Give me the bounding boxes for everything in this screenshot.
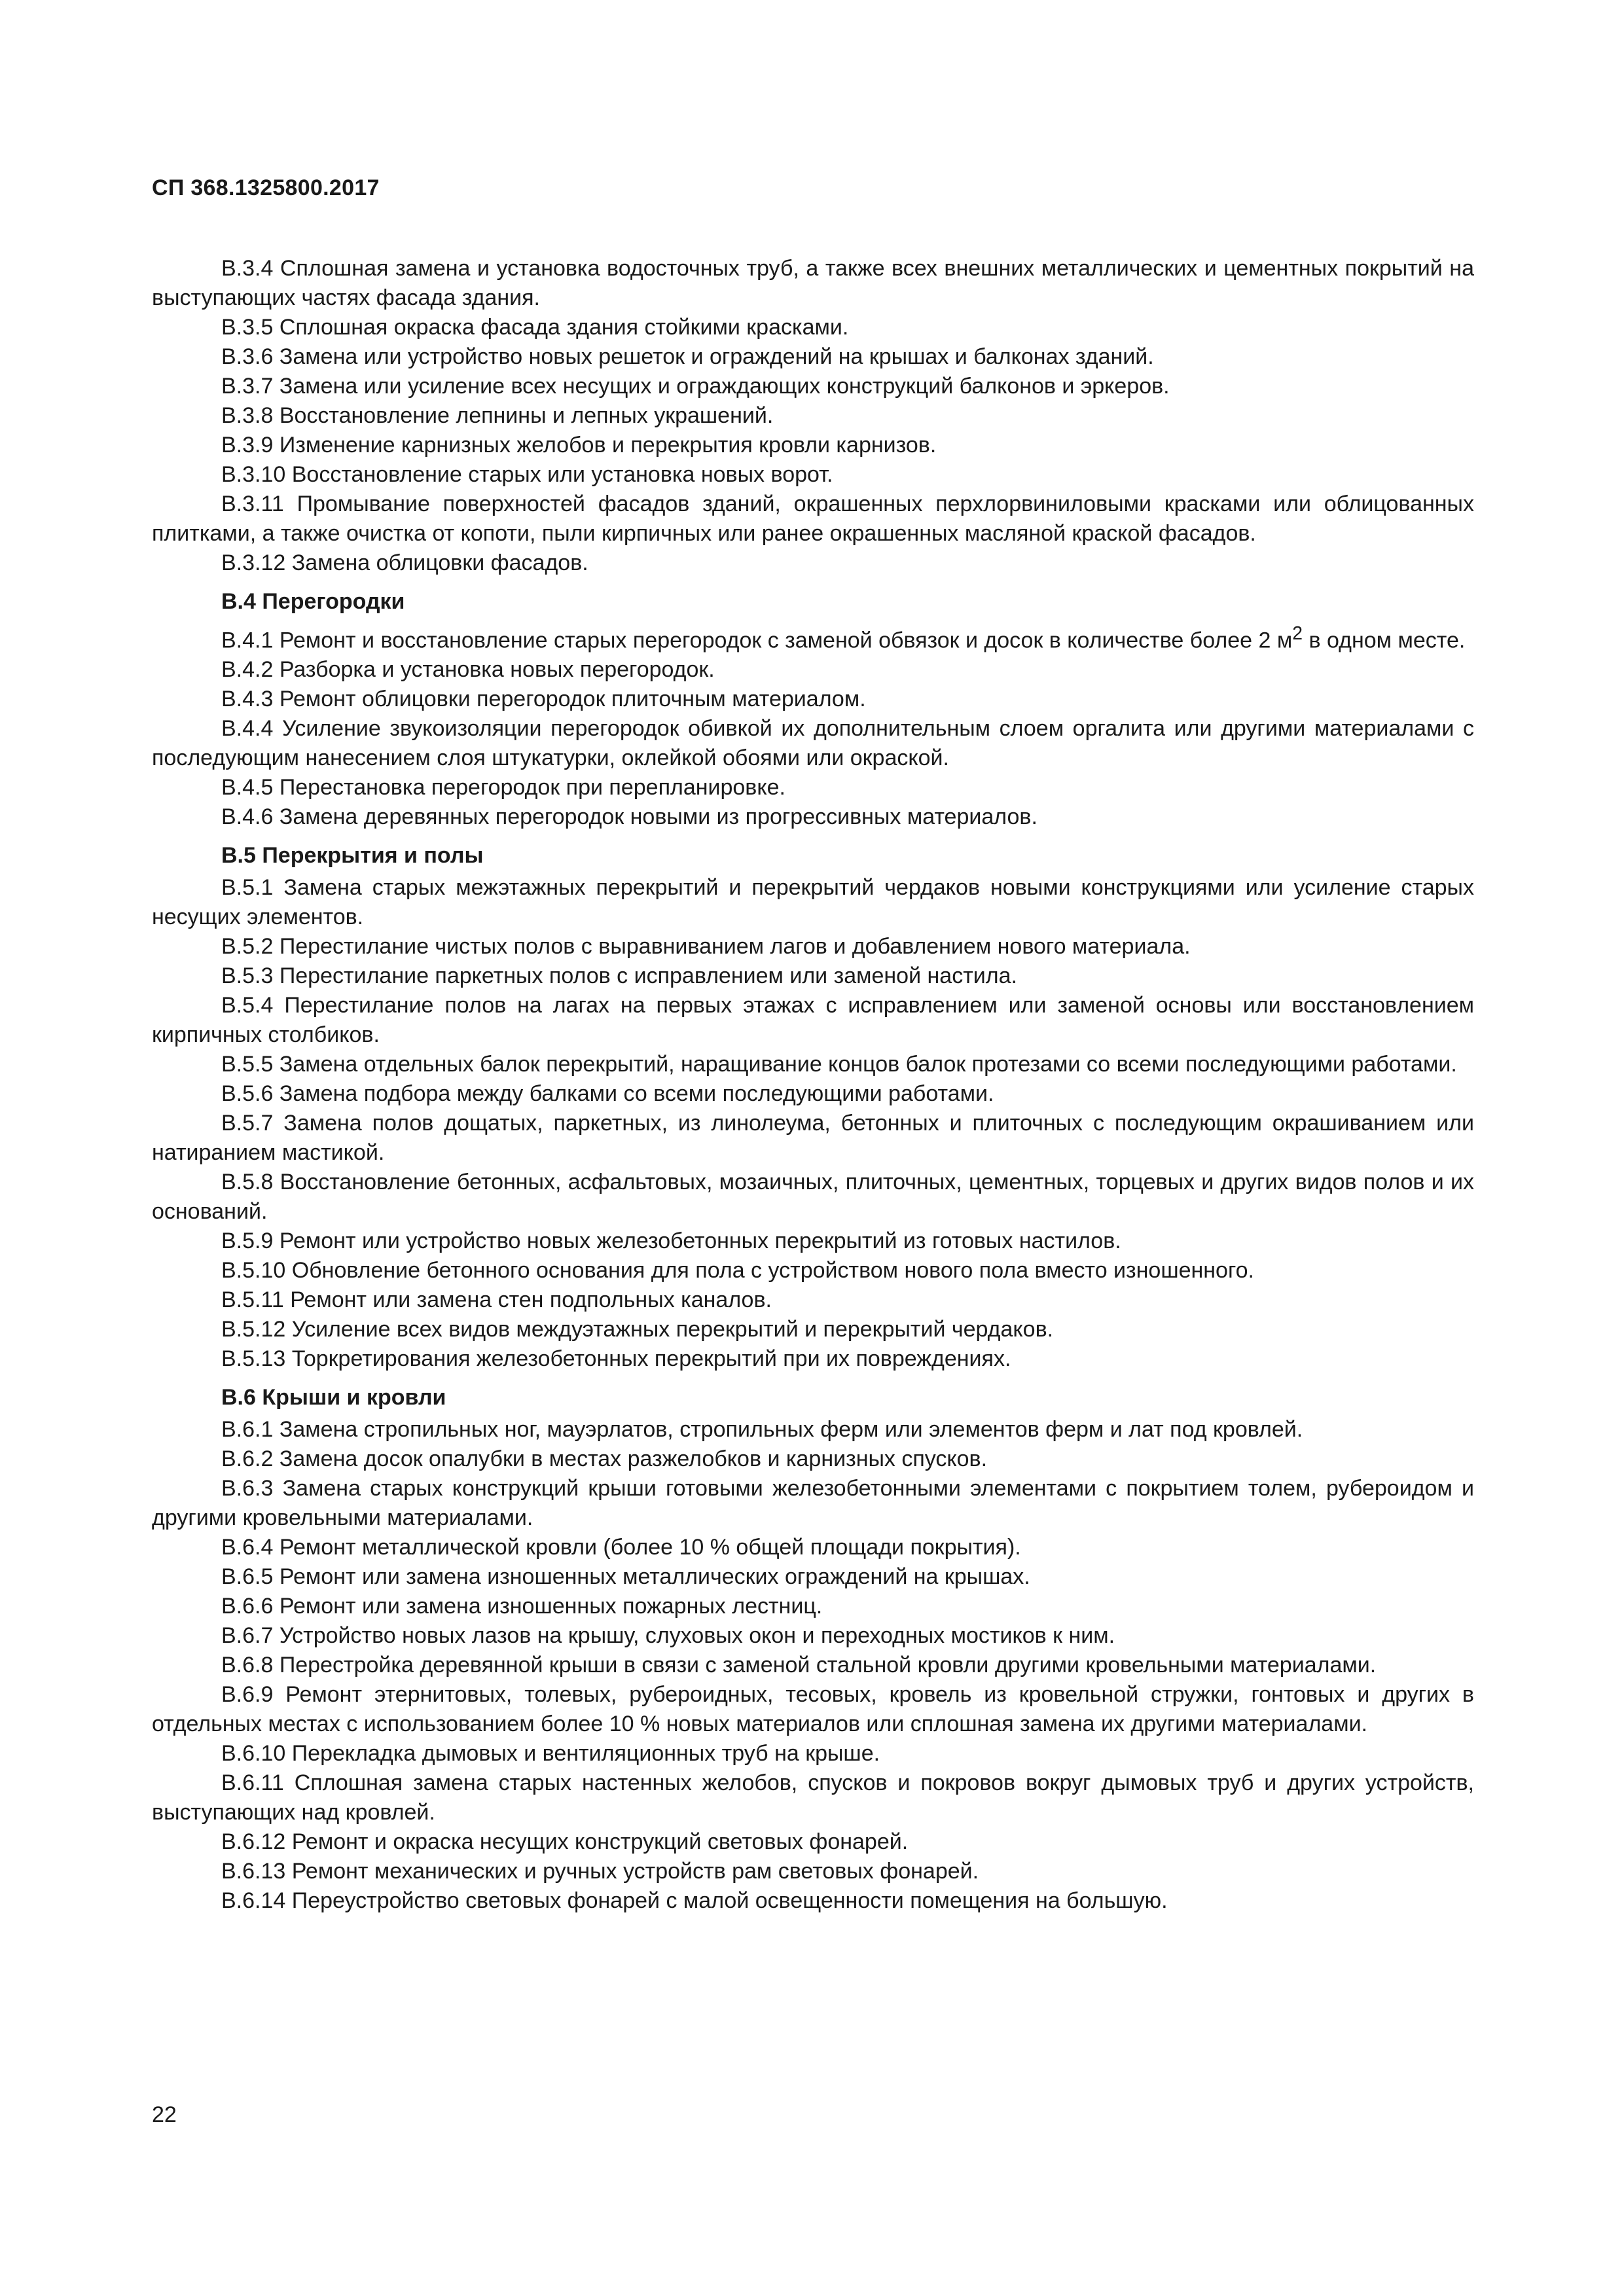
clause-text: В.5.2 Перестилание чистых полов с выравниванием лагов и добавлением нового материала. [221, 934, 1191, 960]
clause-paragraph [152, 619, 1474, 655]
page-number: 22 [152, 2102, 177, 2127]
clause-text: В.5.11 Ремонт или замена стен подпольных каналов. [221, 1287, 772, 1313]
clause-paragraph [152, 1344, 1474, 1374]
clause-text: В.6.7 Устройство новых лазов на крышу, слуховых окон и переходных мостиков к ним. [221, 1623, 1115, 1649]
clause-paragraph [152, 685, 1474, 714]
clause-text: В.5.6 Замена подбора между балками со всеми последующими работами. [221, 1081, 994, 1107]
clause-paragraph [152, 1050, 1474, 1079]
clause-paragraph [152, 313, 1474, 342]
clause-paragraph [152, 1886, 1474, 1916]
clause-text: В.4.4 Усиление звукоизоляции перегородок обивкой их дополнительным слоем оргалита или другими материалами с последующим нанесением слоя штукатурки, оклейкой обоями или окраской. [152, 716, 1474, 771]
clause-text: В.6.13 Ремонт механических и ручных устройств рам световых фонарей. [221, 1859, 979, 1884]
clause-paragraph [152, 431, 1474, 460]
clause-paragraph [152, 1592, 1474, 1621]
clause-paragraph [152, 655, 1474, 685]
clause-text: В.6.5 Ремонт или замена изношенных металлических ограждений на крышах. [221, 1564, 1030, 1590]
clause-paragraph [152, 490, 1474, 548]
clause-paragraph [152, 802, 1474, 832]
clause-text: В.5.8 Восстановление бетонных, асфальтовых, мозаичных, плиточных, цементных, торцевых и других видов полов и их оснований. [152, 1170, 1474, 1225]
clause-paragraph [152, 773, 1474, 802]
clause-text: В.4.1 Ремонт и восстановление старых перегородок с заменой обвязок и досок в количестве более 2 м [221, 628, 1293, 653]
clause-text: В.3.7 Замена или усиление всех несущих и ограждающих конструкций балконов и эркеров. [221, 374, 1170, 399]
clause-text: В.6.2 Замена досок опалубки в местах разжелобков и карнизных спусков. [221, 1446, 988, 1472]
clause-paragraph [152, 254, 1474, 313]
clause-text-continued: в одном месте. [1303, 628, 1466, 653]
clause-text: В.6.9 Ремонт этернитовых, толевых, рубероидных, тесовых, кровель из кровельной стружки, гонтовых и других в отдельных местах с использованием более 10 % новых материалов или сплошная замена их другими материалами. [152, 1682, 1474, 1737]
clause-text: В.5.4 Перестилание полов на лагах на первых этажах с исправлением или заменой основы или восстановлением кирпичных столбиков. [152, 993, 1474, 1048]
clause-paragraph [152, 1621, 1474, 1651]
clause-text: В.4.3 Ремонт облицовки перегородок плиточным материалом. [221, 687, 866, 712]
clause-paragraph [152, 1739, 1474, 1768]
clause-paragraph [152, 961, 1474, 991]
clause-paragraph [152, 1444, 1474, 1474]
clause-text: В.3.12 Замена облицовки фасадов. [221, 550, 588, 575]
clause-text: В.5.7 Замена полов дощатых, паркетных, из линолеума, бетонных и плиточных с последующим окрашиванием или натиранием мастикой. [152, 1111, 1474, 1166]
clause-paragraph [152, 1079, 1474, 1109]
clause-paragraph [152, 932, 1474, 961]
clause-text: В.4.6 Замена деревянных перегородок новыми из прогрессивных материалов. [221, 804, 1038, 830]
clause-text: В.4.2 Разборка и установка новых перегородок. [221, 657, 715, 683]
clause-text: В.6.14 Переустройство световых фонарей с малой освещенности помещения на большую. [221, 1888, 1168, 1914]
clause-paragraph [152, 991, 1474, 1050]
clause-paragraph [152, 1285, 1474, 1315]
document-code-header: СП 368.1325800.2017 [152, 175, 380, 200]
clause-text: В.6.10 Перекладка дымовых и вентиляционных труб на крыше. [221, 1741, 880, 1767]
clause-text: В.3.11 Промывание поверхностей фасадов зданий, окрашенных перхлорвиниловыми красками или облицованных плитками, а также очистка от копоти, пыли кирпичных или ранее окрашенных масляной краской фасадов. [152, 492, 1474, 546]
clause-paragraph [152, 1168, 1474, 1227]
clause-text: В.5.5 Замена отдельных балок перекрытий, наращивание концов балок протезами со всеми последующими работами. [221, 1052, 1457, 1077]
clause-text: В.5.13 Торкретирования железобетонных перекрытий при их повреждениях. [221, 1346, 1011, 1372]
clause-text: В.5.3 Перестилание паркетных полов с исправлением или заменой настила. [221, 963, 1017, 989]
clause-text: В.6.3 Замена старых конструкций крыши готовыми железобетонными элементами с покрытием толем, рубероидом и другими кровельными материалами. [152, 1476, 1474, 1531]
clause-text: В.6.12 Ремонт и окраска несущих конструкций световых фонарей. [221, 1829, 909, 1855]
clause-paragraph [152, 1474, 1474, 1533]
clause-text: В.5.12 Усиление всех видов междуэтажных перекрытий и перекрытий чердаков. [221, 1317, 1054, 1342]
section-heading: В.4 Перегородки [221, 589, 405, 614]
clause-paragraph [152, 1768, 1474, 1827]
clause-text: В.6.11 Сплошная замена старых настенных желобов, спусков и покровов вокруг дымовых труб и других устройств, выступающих над кровлей. [152, 1770, 1474, 1825]
clause-paragraph [152, 342, 1474, 372]
clause-text: В.3.6 Замена или устройство новых решеток и ограждений на крышах и балконах зданий. [221, 344, 1154, 369]
clause-paragraph [152, 1227, 1474, 1256]
clause-text: В.3.10 Восстановление старых или установка новых ворот. [221, 462, 833, 487]
clause-paragraph [152, 1315, 1474, 1344]
clause-text: В.6.6 Ремонт или замена изношенных пожарных лестниц. [221, 1594, 823, 1619]
clause-text: В.6.4 Ремонт металлической кровли (более 10 % общей площади покрытия). [221, 1535, 1021, 1560]
clause-text: В.4.5 Перестановка перегородок при перепланировке. [221, 775, 785, 800]
clause-paragraph [152, 873, 1474, 932]
superscript: 2 [1292, 623, 1303, 644]
clause-paragraph [152, 1827, 1474, 1857]
section-heading: В.6 Крыши и кровли [221, 1385, 446, 1410]
clause-paragraph [152, 1256, 1474, 1285]
clause-paragraph [152, 401, 1474, 431]
clause-paragraph [152, 1857, 1474, 1886]
clause-paragraph [152, 548, 1474, 578]
clause-text: В.5.9 Ремонт или устройство новых железобетонных перекрытий из готовых настилов. [221, 1229, 1121, 1254]
clause-paragraph [152, 1109, 1474, 1168]
clause-text: В.6.8 Перестройка деревянной крыши в связи с заменой стальной кровли другими кровельными материалами. [221, 1653, 1377, 1678]
clause-text: В.3.4 Сплошная замена и установка водосточных труб, а также всех внешних металлических и цементных покрытий на выступающих частях фасада здания. [152, 256, 1474, 310]
clause-paragraph [152, 1562, 1474, 1592]
clause-paragraph [152, 1533, 1474, 1562]
clause-paragraph [152, 1415, 1474, 1444]
clause-text: В.6.1 Замена стропильных ног, мауэрлатов, стропильных ферм или элементов ферм и лат под кровлей. [221, 1417, 1303, 1443]
clause-text: В.3.9 Изменение карнизных желобов и перекрытия кровли карнизов. [221, 433, 937, 457]
clause-text: В.5.1 Замена старых межэтажных перекрытий и перекрытий чердаков новыми конструкциями или усиление старых несущих элементов. [152, 875, 1474, 930]
clause-paragraph [152, 1651, 1474, 1680]
clause-text: В.3.5 Сплошная окраска фасада здания стойкими красками. [221, 315, 849, 340]
clause-paragraph [152, 1680, 1474, 1739]
section-heading: В.5 Перекрытия и полы [221, 843, 484, 869]
clause-paragraph [152, 714, 1474, 773]
clause-paragraph [152, 460, 1474, 490]
document-body [152, 254, 1474, 1916]
clause-text: В.3.8 Восстановление лепнины и лепных украшений. [221, 403, 774, 428]
clause-paragraph [152, 372, 1474, 401]
clause-text: В.5.10 Обновление бетонного основания для пола с устройством нового пола вместо изношенного. [221, 1258, 1254, 1283]
